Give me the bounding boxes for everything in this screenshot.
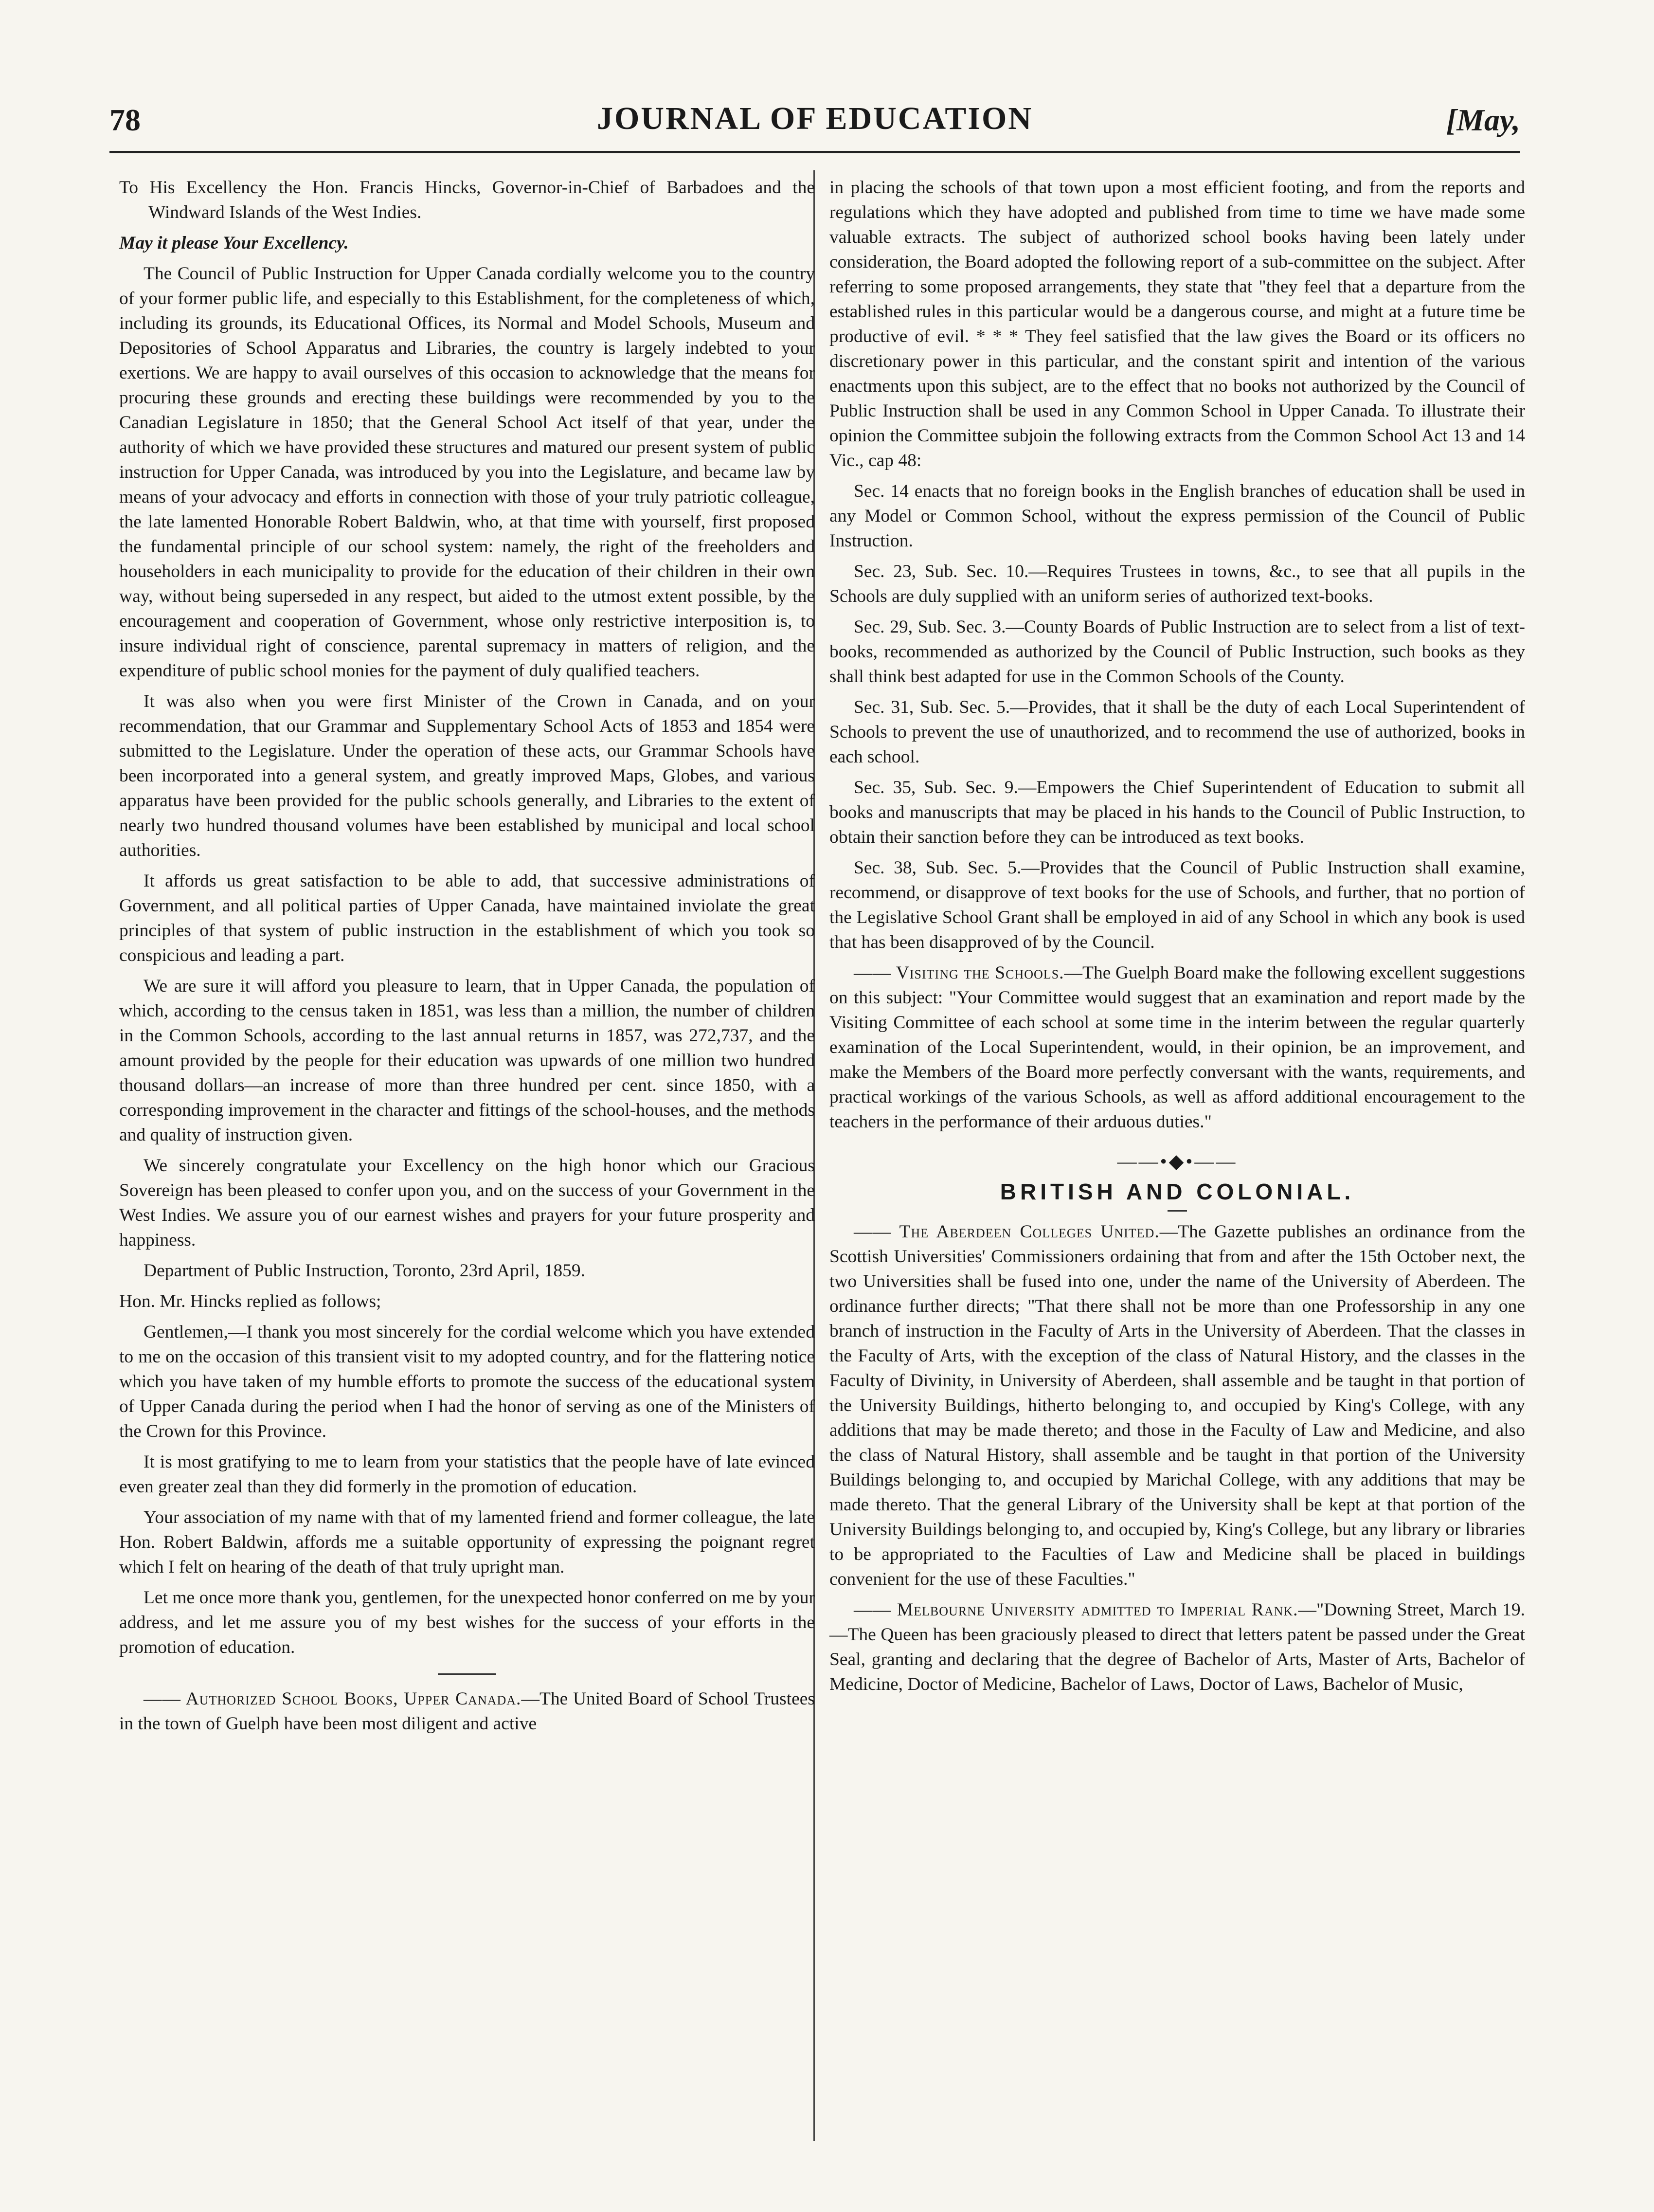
page-number: 78	[109, 103, 141, 137]
statute-extract: Sec. 23, Sub. Sec. 10.—Requires Trustees in towns, &c., to see that all pupils in the Schools are duly supplied with an uniform series of authorized text-books.	[829, 562, 1525, 606]
address-to-governor: To His Excellency the Hon. Francis Hincks, Governor-in-Chief of Barbadoes and the Windward Islands of the West Indies.	[119, 178, 815, 222]
statute-extract: Sec. 29, Sub. Sec. 3.—County Boards of Public Instruction are to select from a list of text-books, recommended as authorized by the Council of Public Instruction, such books as they shall think best adapted for use in the Common Schools of the County.	[829, 617, 1525, 687]
reply-paragraph: Gentlemen,—I thank you most sincerely for the cordial welcome which you have extended to me on the occasion of this transient visit to my adopted country, and for the flattering notice which you have taken of my humble efforts to promote the success of the educational system of Upper Canada during the period when I had the honor of serving as one of the Ministers of the Crown for this Province.	[119, 1322, 815, 1441]
paragraph: We are sure it will afford you pleasure to learn, that in Upper Canada, the population of which, according to the census taken in 1851, was less than a million, the number of children in the Common Schools, according to the last annual returns in 1857, was 272,737, and the amount provided by the people for their education was upwards of one million two hundred thousand dollars—an increase of more than three hundred per cent. since 1850, with a corresponding improvement in the character and fittings of the school-houses, and the methods and quality of instruction given.	[119, 976, 815, 1145]
left-column	[119, 175, 815, 1742]
salutation: May it please Your Excellency.	[119, 233, 349, 253]
reply-paragraph: It is most gratifying to me to learn from your statistics that the people have of late evinced even greater zeal than they did formerly in the promotion of education.	[119, 1452, 815, 1497]
article-heading: —— Melbourne University admitted to Imperial Rank.	[854, 1600, 1298, 1620]
article-text: —The Guelph Board make the following excellent suggestions on this subject: "Your Committee would suggest that an examination and report made by the Visiting Committee of each school at some time in the interim between the regular quarterly examination of the Local Superintendent, would, in their opinion, be an improvement, and make the Members of the Board more perfectly conversant with the wants, requirements, and practical workings of the various Schools, as well as afford additional encouragement to the teachers in the performance of their arduous duties."	[829, 963, 1525, 1132]
article-heading: —— Authorized School Books, Upper Canada.	[144, 1689, 521, 1709]
page-header	[109, 97, 1520, 151]
issue-month: [May,	[1446, 103, 1520, 137]
statute-extract: Sec. 35, Sub. Sec. 9.—Empowers the Chief Superintendent of Education to submit all books and manuscripts that may be placed in his hands to the Council of Public Instruction, to obtain their sanction before they can be introduced as text books.	[829, 778, 1525, 847]
article-visiting-schools	[829, 961, 1525, 1134]
ornament-divider: ——•◆•——	[1117, 1150, 1238, 1172]
section-title: BRITISH AND COLONIAL.	[1000, 1179, 1355, 1204]
right-column	[829, 175, 1525, 1703]
article-text: —The United Board of School Trustees in the town of Guelph have been most diligent and active	[119, 1689, 815, 1734]
section-title-rule	[1168, 1210, 1187, 1212]
header-rule	[109, 151, 1520, 153]
statute-extract: Sec. 38, Sub. Sec. 5.—Provides that the Council of Public Instruction shall examine, recommend, or disapprove of text books for the use of Schools, and further, that no portion of the Legislative School Grant shall be employed in aid of any School in which any book is used that has been disapproved of by the Council.	[829, 858, 1525, 952]
article-text: —The Gazette publishes an ordinance from the Scottish Universities' Commissioners ordaining that from and after the 15th October next, the two Universities shall be fused into one, under the name of the University of Aberdeen. The ordinance further directs; "That there shall not be more than one Professorship in any one branch of instruction in the Faculty of Arts in the University of Aberdeen. That the classes in the Faculty of Arts, with the exception of the class of Natural History, and the classes in the Faculty of Divinity, in University of Aberdeen, shall assemble and be taught in that portion of the University Buildings, hitherto belonging to, and occupied by King's College, with any additions that may be made thereto; and those in the Faculty of Law and Medicine, and also the class of Natural History, shall assemble and be taught in that portion of the University Buildings belonging to, and occupied by Marichal College, with any additions that may be made thereto. That the general Library of the University shall be kept at that portion of the University Buildings belonging to, and occupied by, King's College, but any library or libraries to be appropriated to the Faculties of Law and Medicine shall be placed in buildings convenient for the use of these Faculties."	[829, 1222, 1526, 1589]
reply-intro: Hon. Mr. Hincks replied as follows;	[119, 1291, 381, 1311]
statute-extract: Sec. 31, Sub. Sec. 5.—Provides, that it shall be the duty of each Local Superintendent of Schools to prevent the use of unauthorized, and to recommend the use of authorized, books in each school.	[829, 697, 1525, 767]
paragraph: The Council of Public Instruction for Upper Canada cordially welcome you to the country of your former public life, and especially to this Establishment, for the completeness of which, including its grounds, its Educational Offices, its Normal and Model Schools, Museum and Depositories of School Apparatus and Libraries, the country is largely indebted to your exertions. We are happy to avail ourselves of this occasion to acknowledge that the means for procuring these grounds and erecting these buildings were recommended by you to the Canadian Legislature in 1850; that the General School Act itself of that year, under the authority of which we have provided these structures and matured our present system of public instruction for Upper Canada, was introduced by you into the Legislature, and became law by means of your advocacy and efforts in connection with those of your truly patriotic colleague, the late lamented Honorable Robert Baldwin, who, at that time with yourself, first proposed the fundamental principle of our school system: namely, the right of the freeholders and householders in each municipality to provide for the education of their children in their own way, without being superseded in any respect, but aided to the utmost extent possible, by the encouragement and cooperation of Government, whose only restrictive interposition is, to insure individual right of conscience, parental supremacy in matters of religion, and the expenditure of public school monies for the payment of duly qualified teachers.	[119, 264, 815, 681]
article-text: —"Downing Street, March 19.—The Queen has been graciously pleased to direct that letters patent be passed under the Great Seal, granting and declaring that the degree of Bachelor of Arts, Master of Arts, Bachelor of Medicine, Doctor of Medicine, Bachelor of Laws, Doctor of Laws, Bachelor of Music,	[829, 1600, 1525, 1694]
dateline: Department of Public Instruction, Toronto, 23rd April, 1859.	[144, 1261, 586, 1281]
statute-extract: Sec. 14 enacts that no foreign books in the English branches of education shall be used in any Model or Common School, without the express permission of the Council of Public Instruction.	[829, 481, 1525, 551]
paragraph: It was also when you were first Minister of the Crown in Canada, and on your recommendation, that our Grammar and Supplementary School Acts of 1853 and 1854 were submitted to the Legislature. Under the operation of these acts, our Grammar Schools have been incorporated into a general system, and greatly improved Maps, Globes, and various apparatus have been provided for the public schools generally, and Libraries to the extent of nearly two hundred thousand volumes have been established by municipal and local school authorities.	[119, 691, 815, 860]
article-authorized-books	[119, 1686, 815, 1736]
journal-title: JOURNAL OF EDUCATION	[596, 101, 1033, 136]
reply-paragraph: Your association of my name with that of my lamented friend and former colleague, the late Hon. Robert Baldwin, affords me a suitable opportunity of expressing the poignant regret which I felt on hearing of the death of that truly upright man.	[119, 1507, 815, 1577]
article-heading: —— The Aberdeen Colleges United.	[854, 1222, 1160, 1242]
article-melbourne	[829, 1597, 1525, 1697]
article-heading: —— Visiting the Schools.	[854, 963, 1064, 983]
paragraph: It affords us great satisfaction to be able to add, that successive administrations of Government, and all political parties of Upper Canada, have maintained inviolate the great principles of that system of public instruction in the establishment of which you took so conspicious and leading a part.	[119, 871, 815, 965]
article-aberdeen	[829, 1219, 1525, 1592]
paragraph: We sincerely congratulate your Excellency on the high honor which our Gracious Sovereign has been pleased to confer upon you, and on the success of your Government in the West Indies. We assure you of our earnest wishes and prayers for your future prosperity and happiness.	[119, 1156, 815, 1250]
reply-paragraph: Let me once more thank you, gentlemen, for the unexpected honor conferred on me by your address, and let me assure you of my best wishes for the success of your efforts in the promotion of education.	[119, 1588, 815, 1657]
paragraph: in placing the schools of that town upon a most efficient footing, and from the reports and regulations which they have adopted and published from time to time we have made some valuable extracts. The subject of authorized school books having been lately under consideration, the Board adopted the following report of a sub-committee on the subject. After referring to some proposed arrangements, they state that "they feel that a departure from the established rules in this particular would be a dangerous course, and might at a future time be productive of evil. * * * They feel satisfied that the law gives the Board or its officers no discretionary power in this particular, and the constant spirit and intention of the various enactments upon this subject, are to the effect that no books not authorized by the Council of Public Instruction shall be used in any Common School in Upper Canada. To illustrate their opinion the Committee subjoin the following extracts from the Common School Act 13 and 14 Vic., cap 48:	[829, 178, 1525, 471]
section-rule	[438, 1673, 496, 1675]
